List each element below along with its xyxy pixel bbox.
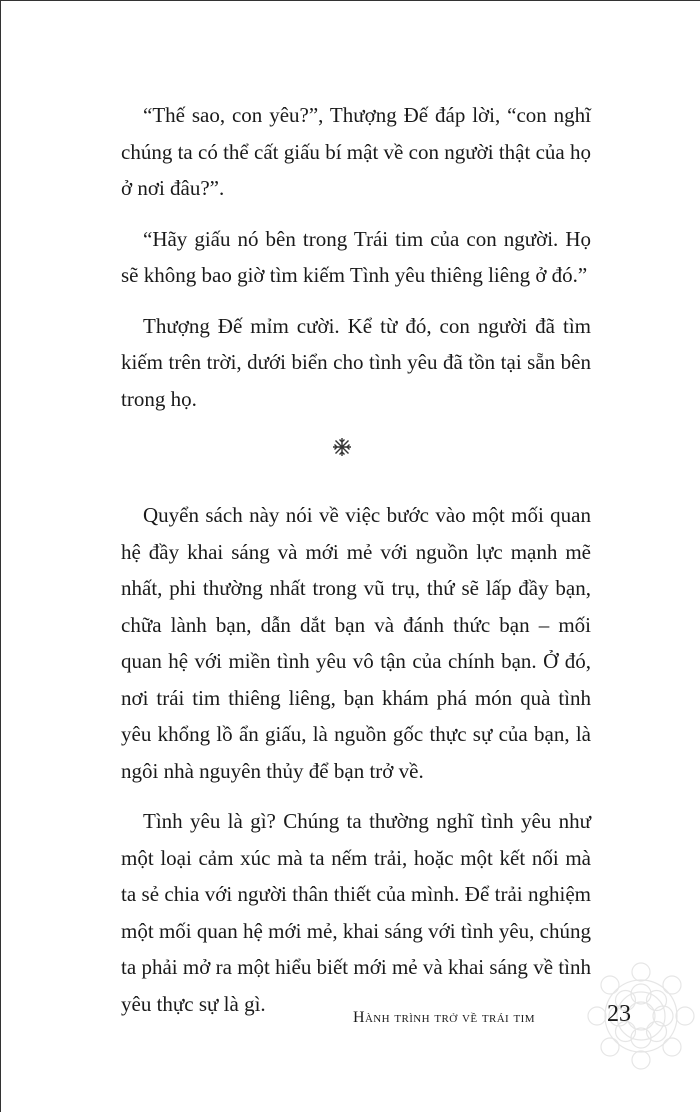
page-footer bbox=[353, 1001, 643, 1035]
running-title: Hành trình trở về trái tim bbox=[353, 1009, 535, 1026]
paragraph: Thượng Đế mỉm cười. Kể từ đó, con người đã tìm kiếm trên trời, dưới biển cho tình yêu đã tồn tại sẵn bên trong họ. bbox=[121, 313, 591, 411]
paragraph: Tình yêu là gì? Chúng ta thường nghĩ tình yêu như một loại cảm xúc mà ta nếm trải, hoặc một kết nối mà ta sẻ chia với người thân thiết của mình. Để trải nghiệm một mối quan hệ mới mẻ, khai sáng với tình yêu, chúng ta phải mở ra một hiểu biết mới mẻ và khai sáng về tình yêu thực sự là gì. bbox=[121, 809, 591, 1016]
page-number: 23 bbox=[607, 1001, 631, 1027]
snowflake-ornament-icon bbox=[332, 437, 352, 457]
section-separator bbox=[121, 431, 591, 497]
paragraph: “Thế sao, con yêu?”, Thượng Đế đáp lời, “con nghĩ chúng ta có thể cất giấu bí mật về con người thật của họ ở nơi đâu?”. bbox=[121, 103, 591, 200]
paragraph: “Hãy giấu nó bên trong Trái tim của con người. Họ sẽ không bao giờ tìm kiếm Tình yêu thiêng liêng ở đó.” bbox=[121, 226, 591, 287]
body-text bbox=[121, 97, 591, 1036]
paragraph: Quyển sách này nói về việc bước vào một mối quan hệ đầy khai sáng và mới mẻ với nguồn lực mạnh mẽ nhất, phi thường nhất trong vũ trụ, thứ sẽ lấp đầy bạn, chữa lành bạn, dẫn dắt bạn và đánh thức bạn – mối quan hệ với miền tình yêu vô tận của chính bạn. Ở đó, nơi trái tim thiêng liêng, bạn khám phá món quà tình yêu khổng lồ ẩn giấu, là nguồn gốc thực sự của bạn, là ngôi nhà nguyên thủy để bạn trở về. bbox=[121, 503, 591, 783]
